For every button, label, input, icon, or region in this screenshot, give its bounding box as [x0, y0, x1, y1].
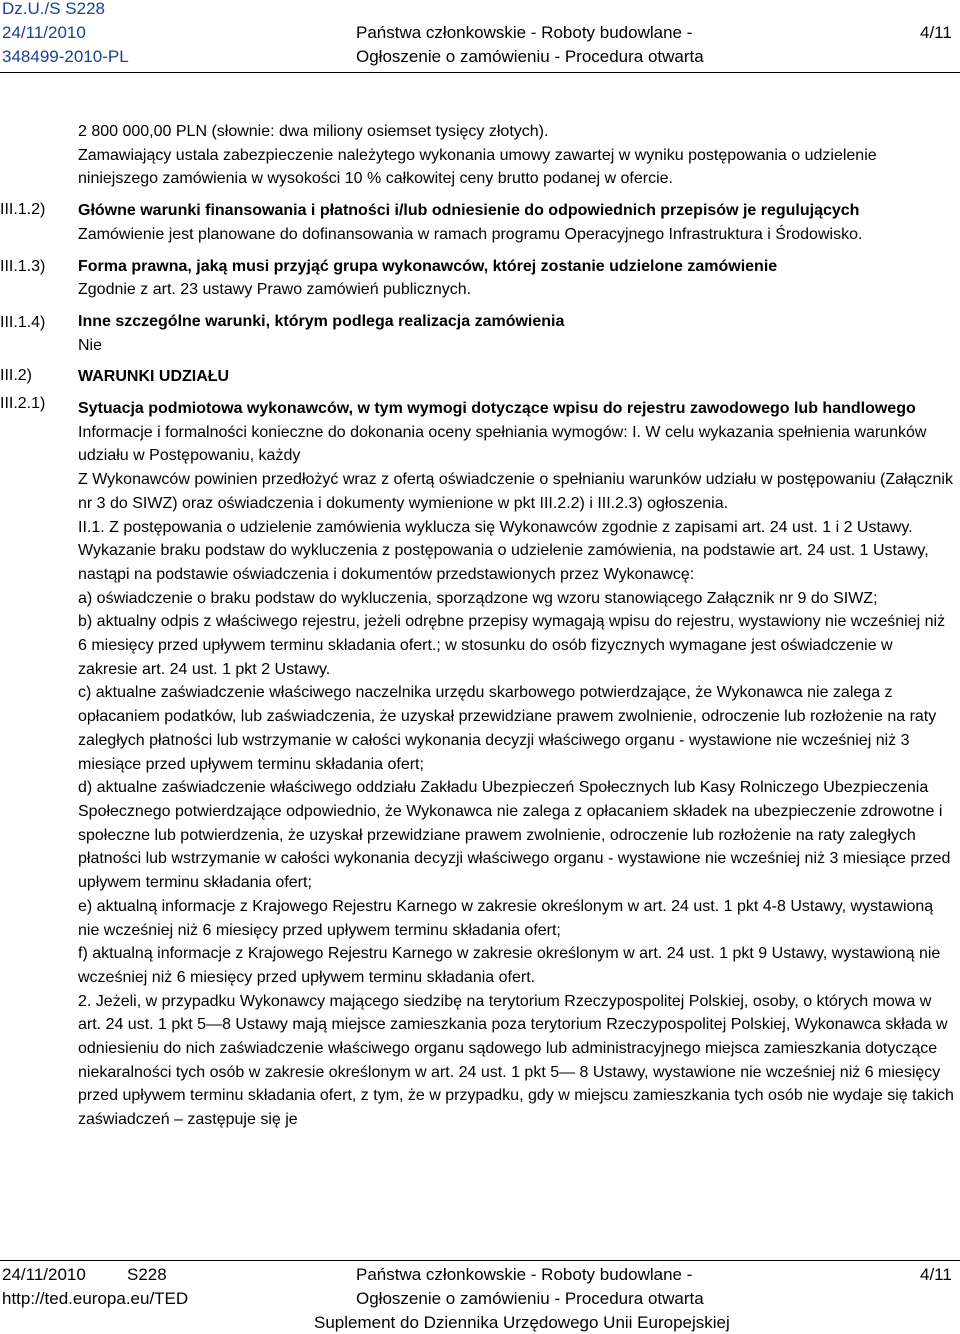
- notice-id: 348499-2010-PL: [2, 47, 129, 66]
- page-header: [0, 0, 960, 72]
- paragraph-1: Informacje i formalności konieczne do dokonania oceny spełniania wymogów: I. W celu wykazania spełnienia warunków udziału w Postępowaniu, każdy: [78, 423, 927, 465]
- section-label-iii-1-4: III.1.4): [0, 314, 46, 331]
- footer-divider: [0, 1260, 960, 1261]
- section-text-financing: Zamówienie jest planowane do dofinansowania w ramach programu Operacyjnego Infrastruktura i Środowisko.: [78, 225, 863, 243]
- list-item-a: a) oświadczenie o braku podstaw do wykluczenia, sporządzone wg wzoru stanowiącego Załącznik nr 9 do SIWZ;: [78, 589, 878, 607]
- header-title-line2: Ogłoszenie o zamówieniu - Procedura otwarta: [356, 47, 704, 66]
- footer-url[interactable]: http://ted.europa.eu/TED: [2, 1289, 189, 1308]
- paragraph-3: II.1. Z postępowania o udzielenie zamówienia wyklucza się Wykonawców zgodnie z zapisami art. 24 ust. 1 i 2 Ustawy. Wykazanie braku podstaw do wykluczenia z postępowania o udzielenie zamówienia, na podstawie art. 24 ust. 1 Ustawy, nastąpi na podstawie oświadczenia i dokumentów przedstawionych przez Wykonawcę:: [78, 518, 929, 583]
- section-title-legal-form: Forma prawna, jaką musi przyjąć grupa wykonawców, której zostanie udzielone zamówienie: [78, 257, 778, 275]
- section-title-financing: Główne warunki finansowania i płatności i/lub odniesienie do odpowiednich przepisów je regulujących: [78, 202, 860, 220]
- footer-date: 24/11/2010: [2, 1265, 86, 1284]
- section-title-personal-situation: Sytuacja podmiotowa wykonawców, w tym wymogi dotyczące wpisu do rejestru zawodowego lub handlowego: [78, 400, 916, 418]
- list-item-e: e) aktualną informacje z Krajowego Rejestru Karnego w zakresie określonym w art. 24 ust. 1 pkt 4-8 Ustawy, wystawioną nie wcześniej niż 6 miesięcy przed upływem terminu składania ofert;: [78, 897, 934, 939]
- footer-page-number: 4/11: [920, 1265, 952, 1284]
- list-item-f: f) aktualną informacje z Krajowego Rejestru Karnego w zakresie określonym w art. 24 ust. 1 pkt 9 Ustawy, wystawioną nie wcześniej niż 6 miesięcy przed upływem terminu składania ofert.: [78, 945, 941, 986]
- list-item-c: c) aktualne zaświadczenie właściwego naczelnika urzędu skarbowego potwierdzające, że Wykonawca nie zalega z opłacaniem podatków, lub zaświadczenia, że uzyskał przewidziane prawem zwolnienie, odroczenie lub rozłożenie na raty zaległych płatności lub wstrzymanie w całości wykonania decyzji właściwego organu - wystawione nie wcześniej niż 3 miesiące przed upływem terminu składania ofert;: [78, 684, 937, 773]
- paragraph-security: Zamawiający ustala zabezpieczenie należytego wykonania umowy zawartej w wyniku postępowania o udzielenie niniejszego zamówienia w wysokości 10 % całkowitej ceny brutto podanej w ofercie.: [78, 146, 877, 188]
- paragraph-2: Z Wykonawców powinien przedłożyć wraz z ofertą oświadczenie o spełnianiu warunków udziału w postępowaniu (Załącznik nr 3 do SIWZ) oraz oświadczenia i dokumenty wymienione w pkt III.2.2) i III.2.3) ogłoszenia.: [78, 471, 953, 512]
- main-content: [78, 120, 954, 1132]
- paragraph-10: 2. Jeżeli, w przypadku Wykonawcy mającego siedzibę na terytorium Rzeczypospolitej Polskiej, osoby, o których mowa w art. 24 ust. 1 pkt 5—8 Ustawy mają miejsce zamieszkania poza terytorium Rzeczypospolitej Polskiej, Wykonawca składa w odniesieniu do nich zaświadczenie właściwego organu sądowego lub administracyjnego miejsca zamieszkania dotyczące niekaralności tych osób w zakresie określonym w art. 24 ust. 1 pkt 5— 8 Ustawy, wystawione nie wcześniej niż 6 miesięcy przed upływem terminu składania ofert, z tym, że w przypadku, gdy w miejscu zamieszkania tych osób nie wydaje się takich zaświadczeń – zastępuje się je: [78, 992, 954, 1129]
- header-divider: [0, 72, 960, 73]
- footer-series: S228: [127, 1265, 167, 1284]
- header-page-number: 4/11: [920, 23, 952, 42]
- journal-ref: Dz.U./S S228: [2, 0, 105, 18]
- section-title-special-conditions: Inne szczególne warunki, którym podlega realizacja zamówienia: [78, 312, 565, 330]
- section-label-iii-1-3: III.1.3): [0, 258, 46, 275]
- list-item-b: b) aktualny odpis z właściwego rejestru, jeżeli odrębne przepisy wymagają wpisu do rejestru, wystawiony nie wcześniej niż 6 miesięcy przed upływem terminu składania ofert.; w stosunku do osób fizycznych wymagane jest oświadczenie w zakresie art. 24 ust. 1 pkt 2 Ustawy.: [78, 613, 946, 678]
- page-footer: [0, 1262, 960, 1334]
- section-label-iii-2: III.2): [0, 367, 33, 384]
- section-title-participation: WARUNKI UDZIAŁU: [78, 368, 230, 386]
- list-item-d: d) aktualne zaświadczenie właściwego oddziału Zakładu Ubezpieczeń Społecznych lub Kasy Rolniczego Ubezpieczenia Społecznego potwierdzające odpowiednio, że Wykonawca nie zalega z opłacaniem składek na ubezpieczenie zdrowotne i społeczne lub potwierdzenia, że uzyskał przewidziane prawem zwolnienie, odroczenie lub rozłożenie na raty zaległych płatności lub wstrzymanie w całości wykonania decyzji właściwego organu - wystawione nie wcześniej niż 3 miesiące przed upływem terminu składania ofert;: [78, 779, 951, 892]
- footer-title-line3: Suplement do Dziennika Urzędowego Unii Europejskiej: [314, 1313, 730, 1332]
- section-text-legal-form: Zgodnie z art. 23 ustawy Prawo zamówień publicznych.: [78, 281, 472, 299]
- paragraph-amount: 2 800 000,00 PLN (słownie: dwa miliony osiemset tysięcy złotych).: [78, 123, 549, 140]
- footer-title-line2: Ogłoszenie o zamówieniu - Procedura otwarta: [356, 1289, 704, 1308]
- section-label-iii-2-1: III.2.1): [0, 395, 46, 412]
- header-title-line1: Państwa członkowskie - Roboty budowlane -: [356, 23, 693, 42]
- header-date: 24/11/2010: [2, 23, 86, 42]
- section-text-special-conditions: Nie: [78, 336, 103, 354]
- footer-title-line1: Państwa członkowskie - Roboty budowlane -: [356, 1265, 693, 1284]
- section-label-iii-1-2: III.1.2): [0, 201, 46, 218]
